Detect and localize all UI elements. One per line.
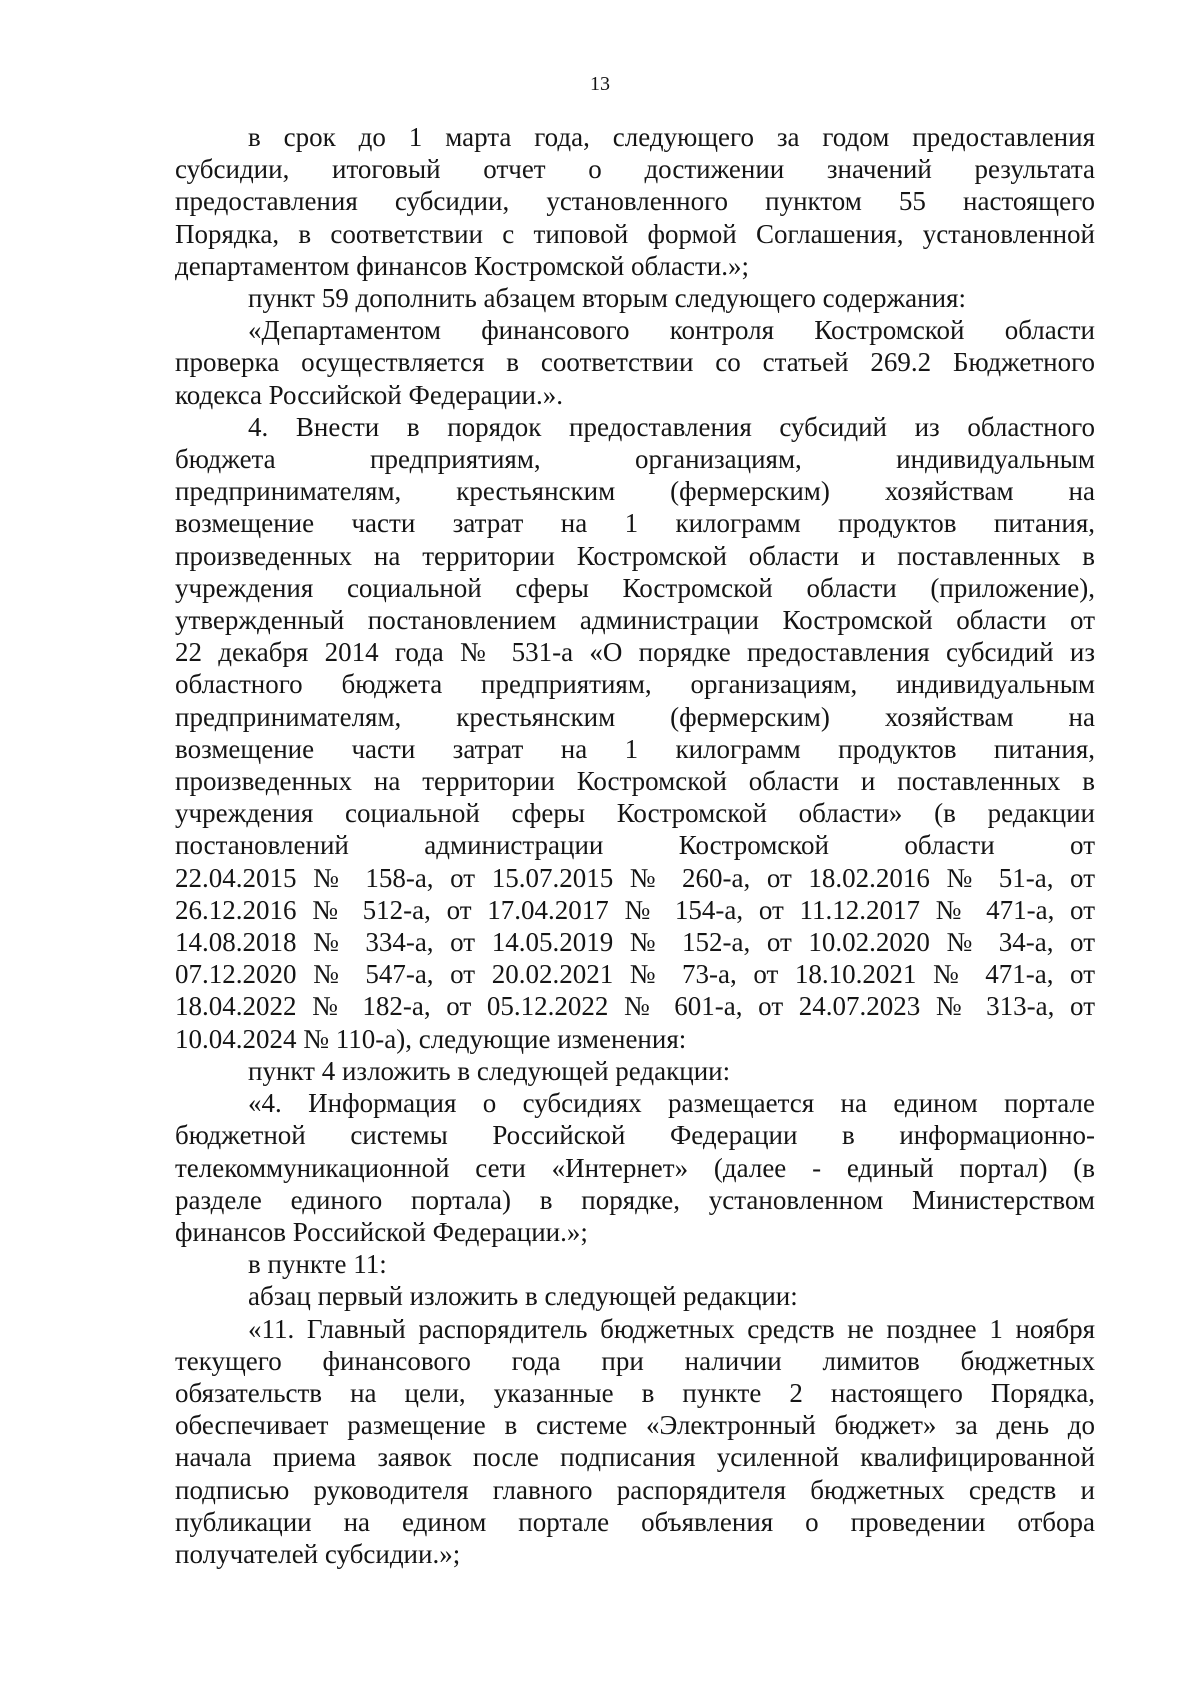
text-line: обеспечивает размещение в системе «Электронный бюджет» за день до	[175, 1410, 1095, 1441]
text-line: в пункте 11:	[248, 1249, 387, 1280]
text-line: бюджета предприятиям, организациям, индивидуальным	[175, 444, 1095, 475]
text-line: «Департаментом финансового контроля Костромской области	[248, 315, 1095, 346]
paragraph	[175, 121, 1095, 282]
text-line: обязательств на цели, указанные в пункте 2 настоящего Порядка,	[175, 1377, 1095, 1408]
text-line: абзац первый изложить в следующей редакции:	[248, 1281, 798, 1312]
text-line: 4. Внести в порядок предоставления субсидий из областного	[248, 411, 1095, 442]
text-line: в срок до 1 марта года, следующего за годом предоставления	[248, 122, 1095, 152]
text-line: 07.12.2020 № 547-а, от 20.02.2021 № 73-а, от 18.10.2021 № 471-а, от	[175, 959, 1095, 990]
text-line: произведенных на территории Костромской области и поставленных в	[175, 766, 1095, 797]
text-line: пункт 59 дополнить абзацем вторым следующего содержания:	[248, 283, 966, 314]
text-line: возмещение части затрат на 1 килограмм продуктов питания,	[175, 733, 1095, 764]
text-line: предпринимателям, крестьянским (фермерским) хозяйствам на	[175, 701, 1095, 732]
text-line: постановлений администрации Костромской области от	[175, 830, 1095, 861]
page-number: 13	[590, 73, 610, 95]
paragraph	[175, 411, 1095, 1055]
text-line: «4. Информация о субсидиях размещается на едином портале	[248, 1088, 1095, 1119]
text-line: телекоммуникационной сети «Интернет» (далее - единый портал) (в	[175, 1152, 1095, 1183]
text-line: предпринимателям, крестьянским (фермерским) хозяйствам на	[175, 476, 1095, 507]
paragraph	[175, 314, 1095, 411]
text-line: субсидии, итоговый отчет о достижении значений результата	[175, 154, 1095, 185]
text-line: 14.08.2018 № 334-а, от 14.05.2019 № 152-а, от 10.02.2020 № 34-а, от	[175, 927, 1095, 958]
text-line: возмещение части затрат на 1 килограмм продуктов питания,	[175, 508, 1095, 539]
text-line: 22 декабря 2014 года № 531-а «О порядке предоставления субсидий из	[175, 637, 1095, 668]
text-line: бюджетной системы Российской Федерации в информационно-	[175, 1120, 1095, 1151]
text-line: подписью руководителя главного распорядителя бюджетных средств и	[175, 1474, 1095, 1505]
text-line: департаментом финансов Костромской области.»;	[175, 250, 749, 281]
paragraph	[175, 1055, 1095, 1087]
paragraph	[175, 1248, 1095, 1280]
paragraph	[175, 1087, 1095, 1248]
text-line: кодекса Российской Федерации.».	[175, 379, 564, 410]
text-line: 22.04.2015 № 158-а, от 15.07.2015 № 260-а, от 18.02.2016 № 51-а, от	[175, 862, 1095, 893]
text-line: пункт 4 изложить в следующей редакции:	[248, 1055, 731, 1086]
text-line: 26.12.2016 № 512-а, от 17.04.2017 № 154-а, от 11.12.2017 № 471-а, от	[175, 894, 1095, 925]
text-line: начала приема заявок после подписания усиленной квалифицированной	[175, 1442, 1095, 1473]
text-line: «11. Главный распорядитель бюджетных средств не позднее 1 ноября	[248, 1313, 1095, 1344]
text-line: публикации на едином портале объявления о проведении отбора	[175, 1506, 1095, 1537]
text-line: произведенных на территории Костромской области и поставленных в	[175, 540, 1095, 571]
paragraph	[175, 282, 1095, 314]
paragraph	[175, 1280, 1095, 1312]
text-line: Порядка, в соответствии с типовой формой Соглашения, установленной	[175, 218, 1095, 249]
document-body	[175, 121, 1095, 1570]
text-line: текущего финансового года при наличии лимитов бюджетных	[175, 1345, 1095, 1376]
paragraph	[175, 1313, 1095, 1571]
text-line: учреждения социальной сферы Костромской области (приложение),	[175, 572, 1095, 603]
text-line: проверка осуществляется в соответствии со статьей 269.2 Бюджетного	[175, 347, 1095, 378]
text-line: финансов Российской Федерации.»;	[175, 1216, 588, 1247]
text-line: областного бюджета предприятиям, организациям, индивидуальным	[175, 669, 1095, 700]
text-line: утвержденный постановлением администрации Костромской области от	[175, 605, 1095, 636]
text-line: предоставления субсидии, установленного пунктом 55 настоящего	[175, 186, 1095, 217]
text-line: 10.04.2024 № 110-а), следующие изменения:	[175, 1023, 687, 1054]
text-line: разделе единого портала) в порядке, установленном Министерством	[175, 1184, 1095, 1215]
text-line: учреждения социальной сферы Костромской области» (в редакции	[175, 798, 1095, 829]
text-line: получателей субсидии.»;	[175, 1538, 461, 1569]
text-line: 18.04.2022 № 182-а, от 05.12.2022 № 601-а, от 24.07.2023 № 313-а, от	[175, 991, 1095, 1022]
